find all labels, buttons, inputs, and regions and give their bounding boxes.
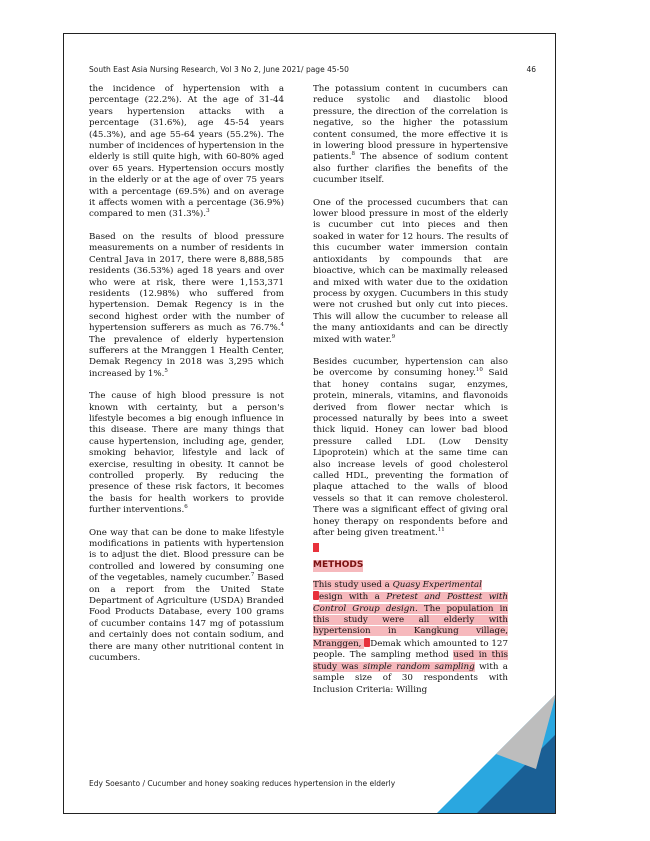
- paragraph: One way that can be done to make lifestyle modifications in patients with hypertension is to adjust the diet. Blood pressure can be controlled and lowered by consuming one of the vegetables, namely cucumber.$^7$ Based on a report from the United State Department of Agriculture (USDA) Branded Food Products Database, every 100 grams of cucumber contains 147 mg of potassium and certainly does not contain sodium, and there are many other nutritional content in cucumbers.: [89, 527, 284, 664]
- left-column: [89, 84, 284, 676]
- methods-paragraph: This study used a Quasy Experimental esign with a Pretest and Posttest with Control Group design. The population in this study were all elderly with hypertension in Kangkung village, Mranggen, Demak which amounted to 127 people. The sampling method used in this study was simple random sampling with a sample size of 30 respondents with Inclusion Criteria: Willing: [313, 579, 508, 695]
- page-footer: Edy Soesanto / Cucumber and honey soaking reduces hypertension in the elderly: [89, 779, 396, 788]
- citation-ref: 3: [206, 208, 210, 215]
- citation-ref: 4: [280, 322, 284, 329]
- paragraph: The cause of high blood pressure is not known with certainty, but a person's lifestyle becomes a big enough influence in this disease. There are many things that cause hypertension, including age, gender, smoking behavior, lifestyle and lack of exercise, resulting in obesity. It cannot be controlled properly. By reducing the presence of these risk factors, it becomes the basis for health workers to provide further interventions.$^6$: [89, 391, 284, 516]
- paragraph: the incidence of hypertension with a percentage (22.2%). At the age of 31-44 years hypertension attacks with a percentage (31.6%), age 45-54 years (45.3%), and age 55-64 years (55.2%). The number of incidences of hypertension in the elderly is still quite high, with 60-80% aged over 65 years. Hypertension occurs mostly in the elderly or at the age of over 75 years with a percentage (69.5%) and on average it affects women with a percentage (36.9%) compared to men (31.3%).$^3$: [89, 84, 284, 220]
- citation-ref: 7: [250, 572, 255, 579]
- citation-ref: 6: [184, 504, 188, 511]
- citation-ref: 5: [164, 367, 168, 374]
- citation-ref: 8: [351, 151, 355, 158]
- annotation-marker[interactable]: [313, 543, 319, 552]
- section-heading-methods: METHODS: [313, 560, 364, 571]
- citation-ref: 11: [437, 527, 445, 534]
- paper-page: [63, 33, 556, 814]
- journal-citation: South East Asia Nursing Research, Vol 3 No 2, June 2021/ page 45-50: [89, 65, 349, 74]
- paragraph: The potassium content in cucumbers can reduce systolic and diastolic blood pressure, the direction of the correlation is negative, so the higher the potassium content consumed, the more effective it is in lowering blood pressure in hypertensive patients.$^8$ The absence of sodium content also further clarifies the benefits of the cucumber itself.: [313, 84, 508, 186]
- page-curl-decoration: [436, 694, 556, 814]
- paragraph: Besides cucumber, hypertension can also be overcome by consuming honey.$^{10}$ Said that honey contains sugar, enzymes, protein, minerals, vitamins, and flavonoids derived from flower nectar which is processed naturally by bees into a sweet thick liquid. Honey can lower bad blood pressure called LDL (Low Density Lipoprotein) which at the same time can also increase levels of good cholesterol called HDL, preventing the formation of plaque attached to the walls of blood vessels so that it can remove cholesterol. There was a significant effect of giving oral honey therapy on respondents before and after being given treatment.$^{11}$: [313, 356, 509, 539]
- citation-ref: 9: [391, 333, 396, 340]
- page-number: 46: [526, 65, 536, 74]
- citation-ref: 10: [475, 367, 483, 374]
- running-header: [89, 65, 536, 74]
- paragraph: Based on the results of blood pressure measurements on a number of residents in Central Java in 2017, there were 8,888,585 residents (36.53%) aged 18 years and over who were at risk, there were 1,153,371 residents (12.98%) who suffered from hypertension. Demak Regency is in the second highest order with the number of hypertension sufferers as much as 76.7%.$^4$ The prevalence of elderly hypertension sufferers at the Mranggen 1 Health Center, Demak Regency in 2018 was 3,295 which increased by 1%.$^5$: [89, 231, 284, 379]
- paragraph: One of the processed cucumbers that can lower blood pressure in most of the elderly is cucumber cut into pieces and then soaked in water for 12 hours. The results of this cucumber water immersion contain antioxidants by compounds that are bioactive, which can be maximally released and mixed with water due to the oxidation process by oxygen. Cucumbers in this study were not crushed but only cut into pieces. This will allow the cucumber to release all the many antioxidants and can be directly mixed with water.$^9$: [313, 197, 508, 345]
- right-column: [313, 84, 508, 707]
